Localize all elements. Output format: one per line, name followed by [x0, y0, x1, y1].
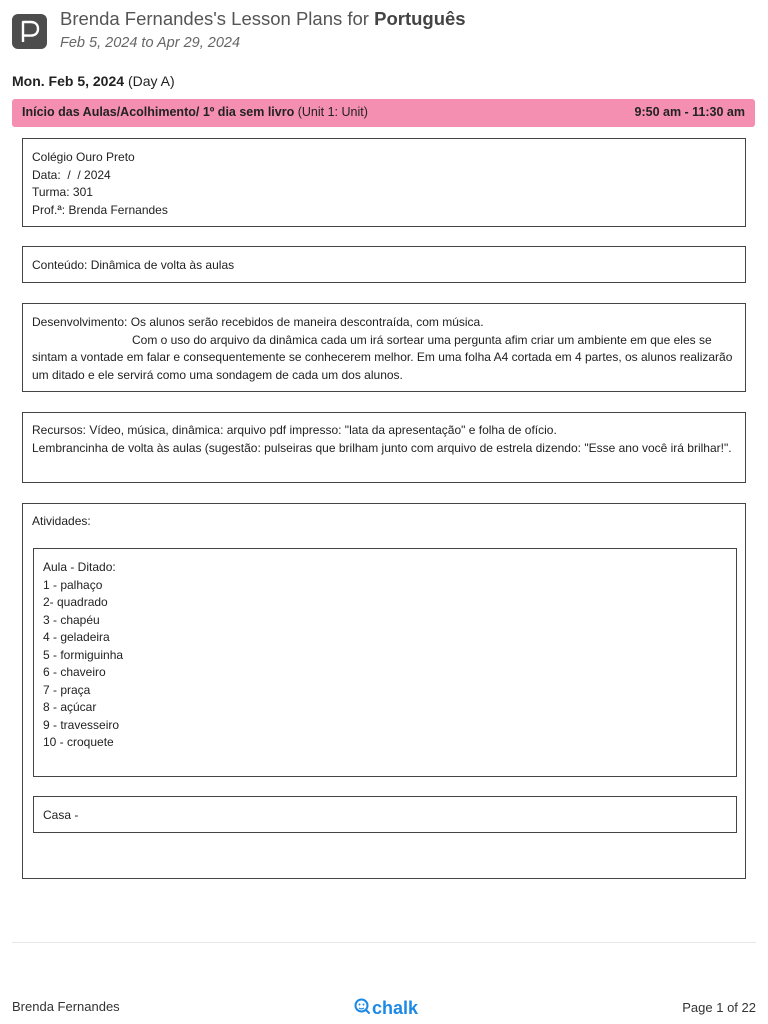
home-activity-text: Casa -: [43, 808, 79, 822]
resources-paragraph: Lembrancinha de volta às aulas (sugestão: pulseiras que brilham junto com arquivo de estrela dizendo: "Esse ano você irá brilhar!".: [32, 440, 732, 455]
chalk-brand-text: chalk: [372, 998, 419, 1018]
page-title: [60, 8, 466, 30]
dictation-word-1: 1 - palhaço: [43, 577, 103, 592]
development-paragraph: [32, 332, 736, 385]
lesson-name: Início das Aulas/Acolhimento/ 1º dia sem livro: [22, 105, 295, 119]
day-cycle: (Day A): [127, 73, 175, 89]
dictation-word-7: 7 - praça: [43, 682, 91, 697]
day-heading: [12, 73, 175, 89]
dictation-word-9: 9 - travesseiro: [43, 717, 120, 732]
dictation-word-4: 4 - geladeira: [43, 630, 110, 644]
page-header: [12, 8, 756, 56]
info-teacher: Prof.ª: Brenda Fernandes: [32, 202, 168, 217]
page-number: Page 1 of 22: [682, 1000, 756, 1015]
date-range: Feb 5, 2024 to Apr 29, 2024: [60, 35, 241, 51]
activities-box: [22, 503, 746, 879]
home-activity-box: [33, 796, 737, 833]
info-class: Turma: 301: [32, 185, 93, 199]
lesson-title: [22, 105, 368, 119]
dictation-word-3: 3 - chapéu: [43, 612, 100, 627]
content-text: Conteúdo: Dinâmica de volta às aulas: [32, 258, 235, 272]
footer-author: Brenda Fernandes: [12, 999, 120, 1014]
dictation-word-10: 10 - croquete: [43, 735, 114, 749]
subject-name: Português: [374, 8, 466, 29]
chalk-p-logo-icon: [12, 14, 47, 49]
info-box: [22, 138, 746, 227]
development-first-line: Desenvolvimento: Os alunos serão recebidos de maneira descontraída, com música.: [32, 315, 484, 329]
development-box: [22, 303, 746, 392]
lesson-header-bar[interactable]: [12, 99, 755, 127]
chalk-leaf-icon: [353, 997, 372, 1020]
day-date: Mon. Feb 5, 2024: [12, 73, 125, 89]
footer-divider: [12, 942, 756, 943]
class-activity-box: [33, 548, 737, 777]
info-date: Data: / / 2024: [32, 167, 111, 182]
title-prefix: Brenda Fernandes's Lesson Plans for: [60, 8, 375, 29]
resources-box: [22, 412, 746, 483]
activities-label: Atividades:: [32, 514, 91, 528]
dictation-title: Aula - Ditado:: [43, 560, 116, 574]
dictation-word-5: 5 - formiguinha: [43, 647, 124, 662]
dictation-word-2: 2- quadrado: [43, 595, 108, 609]
chalk-brand-link[interactable]: [353, 997, 418, 1020]
content-box: [22, 246, 746, 283]
dictation-word-8: 8 - açúcar: [43, 700, 97, 714]
resources-first-line: Recursos: Vídeo, música, dinâmica: arquivo pdf impresso: "lata da apresentação" e folha de ofício.: [32, 423, 557, 437]
lesson-time: 9:50 am - 11:30 am: [634, 105, 745, 119]
info-school: Colégio Ouro Preto: [32, 150, 135, 164]
development-paragraph-text: Com o uso do arquivo da dinâmica cada um irá sortear uma pergunta afim criar um ambiente em que eles se sintam a vontade em falar e consequentemente se conhecerem melhor. Em uma folha A4 cortada em 4 partes, os alunos realizarão um ditado e ele servirá como uma sondagem de cada um dos alunos.: [32, 332, 733, 382]
dictation-word-6: 6 - chaveiro: [43, 665, 106, 679]
lesson-unit: (Unit 1: Unit): [297, 105, 368, 119]
